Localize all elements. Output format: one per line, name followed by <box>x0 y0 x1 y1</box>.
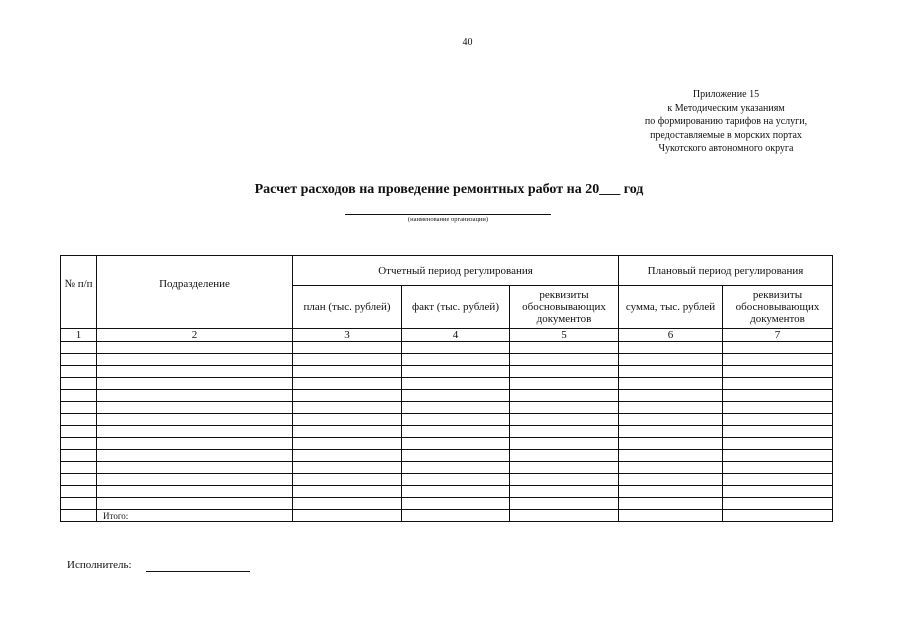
table-cell <box>293 510 402 522</box>
table-cell <box>723 390 833 402</box>
table-row <box>61 390 833 402</box>
column-index: 1 <box>61 329 97 342</box>
table-cell <box>402 486 510 498</box>
table-row <box>61 414 833 426</box>
table-cell <box>510 450 619 462</box>
table-cell <box>402 402 510 414</box>
header-docs-planned: реквизиты обосновывающих документов <box>723 286 833 329</box>
table-cell <box>510 462 619 474</box>
table-cell <box>510 426 619 438</box>
column-index-row <box>61 329 833 342</box>
appendix-line: предоставляемые в морских портах <box>650 129 802 141</box>
table-row <box>61 342 833 354</box>
table-cell <box>97 450 293 462</box>
organization-name-line <box>345 214 551 215</box>
table-cell <box>97 486 293 498</box>
column-index: 5 <box>510 329 619 342</box>
table-cell <box>619 450 723 462</box>
table-cell <box>97 414 293 426</box>
table-cell <box>723 438 833 450</box>
table-cell <box>402 378 510 390</box>
appendix-line: к Методическим указаниям <box>667 102 785 114</box>
table-cell <box>402 438 510 450</box>
table-cell <box>61 498 97 510</box>
table-cell <box>61 426 97 438</box>
total-label: Итого: <box>97 510 293 522</box>
table-cell <box>619 354 723 366</box>
table-cell <box>723 354 833 366</box>
table-cell <box>402 510 510 522</box>
table-cell <box>97 438 293 450</box>
header-planned-period: Плановый период регулирования <box>619 256 833 286</box>
table-row <box>61 402 833 414</box>
header-docs-reporting: реквизиты обосновывающих документов <box>510 286 619 329</box>
table-cell <box>293 486 402 498</box>
table-cell <box>97 402 293 414</box>
table-cell <box>402 354 510 366</box>
table-cell <box>293 414 402 426</box>
table-cell <box>619 498 723 510</box>
column-index: 4 <box>402 329 510 342</box>
table-row <box>61 474 833 486</box>
table-cell <box>61 414 97 426</box>
table-cell <box>510 354 619 366</box>
table-cell <box>619 366 723 378</box>
header-fact: факт (тыс. рублей) <box>402 286 510 329</box>
appendix-line: по формированию тарифов на услуги, <box>644 116 808 127</box>
executor-signature-line <box>146 571 250 572</box>
table-cell <box>510 438 619 450</box>
column-index: 2 <box>97 329 293 342</box>
table-cell <box>510 366 619 378</box>
table-cell <box>293 402 402 414</box>
table-cell <box>723 414 833 426</box>
header-reporting-period: Отчетный период регулирования <box>293 256 619 286</box>
table-cell <box>97 462 293 474</box>
table-cell <box>510 498 619 510</box>
table-cell <box>61 402 97 414</box>
table-cell <box>293 438 402 450</box>
table-row <box>61 450 833 462</box>
organization-caption: (наименование организации) <box>407 216 489 223</box>
table-cell <box>510 342 619 354</box>
table-cell <box>723 474 833 486</box>
table-cell <box>723 486 833 498</box>
appendix-line: Чукотского автономного округа <box>658 143 794 154</box>
table-cell <box>97 390 293 402</box>
table-row <box>61 486 833 498</box>
table-cell <box>510 510 619 522</box>
table-cell <box>402 498 510 510</box>
total-row <box>61 510 833 522</box>
page-number: 40 <box>462 37 473 48</box>
table-cell <box>510 378 619 390</box>
table-cell <box>97 354 293 366</box>
table-cell <box>619 342 723 354</box>
table-cell <box>619 378 723 390</box>
table-cell <box>293 462 402 474</box>
header-sum: сумма, тыс. рублей <box>619 286 723 329</box>
table-cell <box>61 474 97 486</box>
executor-label: Исполнитель: <box>67 559 132 571</box>
table-cell <box>723 426 833 438</box>
table-cell <box>402 462 510 474</box>
table-cell <box>61 486 97 498</box>
table-cell <box>619 390 723 402</box>
table-cell <box>61 438 97 450</box>
table-cell <box>619 438 723 450</box>
table-cell <box>402 474 510 486</box>
table-cell <box>293 426 402 438</box>
table-cell <box>402 390 510 402</box>
table-cell <box>61 462 97 474</box>
table-cell <box>293 390 402 402</box>
document-title: Расчет расходов на проведение ремонтных работ на 20___ год <box>254 182 644 197</box>
table-cell <box>510 414 619 426</box>
table-cell <box>293 474 402 486</box>
table-cell <box>293 450 402 462</box>
table-cell <box>619 462 723 474</box>
table-cell <box>293 354 402 366</box>
expenses-table <box>60 255 833 522</box>
table-cell <box>61 354 97 366</box>
appendix-line: Приложение 15 <box>692 89 760 100</box>
table-cell <box>723 402 833 414</box>
table-cell <box>510 390 619 402</box>
table-cell <box>97 474 293 486</box>
table-cell <box>293 498 402 510</box>
table-cell <box>61 510 97 522</box>
table-cell <box>61 390 97 402</box>
table-cell <box>723 342 833 354</box>
table-cell <box>619 510 723 522</box>
table-cell <box>293 378 402 390</box>
column-index: 7 <box>723 329 833 342</box>
appendix-note <box>610 88 842 156</box>
table-cell <box>97 426 293 438</box>
table-cell <box>619 486 723 498</box>
table-cell <box>61 342 97 354</box>
table-cell <box>402 366 510 378</box>
table-row <box>61 378 833 390</box>
table-cell <box>402 414 510 426</box>
table-cell <box>402 450 510 462</box>
table-cell <box>723 450 833 462</box>
table-cell <box>61 366 97 378</box>
table-cell <box>510 486 619 498</box>
table-cell <box>619 426 723 438</box>
table-cell <box>61 378 97 390</box>
table-cell <box>293 342 402 354</box>
table-cell <box>61 450 97 462</box>
column-index: 3 <box>293 329 402 342</box>
column-index: 6 <box>619 329 723 342</box>
table-cell <box>619 474 723 486</box>
table-row <box>61 462 833 474</box>
table-cell <box>97 342 293 354</box>
table-cell <box>402 342 510 354</box>
table-cell <box>723 510 833 522</box>
table-cell <box>402 426 510 438</box>
table-cell <box>510 402 619 414</box>
table-cell <box>293 366 402 378</box>
table-cell <box>510 474 619 486</box>
table-cell <box>619 402 723 414</box>
table-row <box>61 426 833 438</box>
table-cell <box>723 462 833 474</box>
table-cell <box>97 366 293 378</box>
table-row <box>61 498 833 510</box>
table-row <box>61 366 833 378</box>
header-plan: план (тыс. рублей) <box>293 286 402 329</box>
table-cell <box>723 378 833 390</box>
table-row <box>61 438 833 450</box>
table-cell <box>723 498 833 510</box>
table-cell <box>619 414 723 426</box>
table-row <box>61 354 833 366</box>
header-row-number: № п/п <box>61 256 97 329</box>
table-cell <box>723 366 833 378</box>
header-division: Подразделение <box>97 256 293 329</box>
table-cell <box>97 378 293 390</box>
table-cell <box>97 498 293 510</box>
